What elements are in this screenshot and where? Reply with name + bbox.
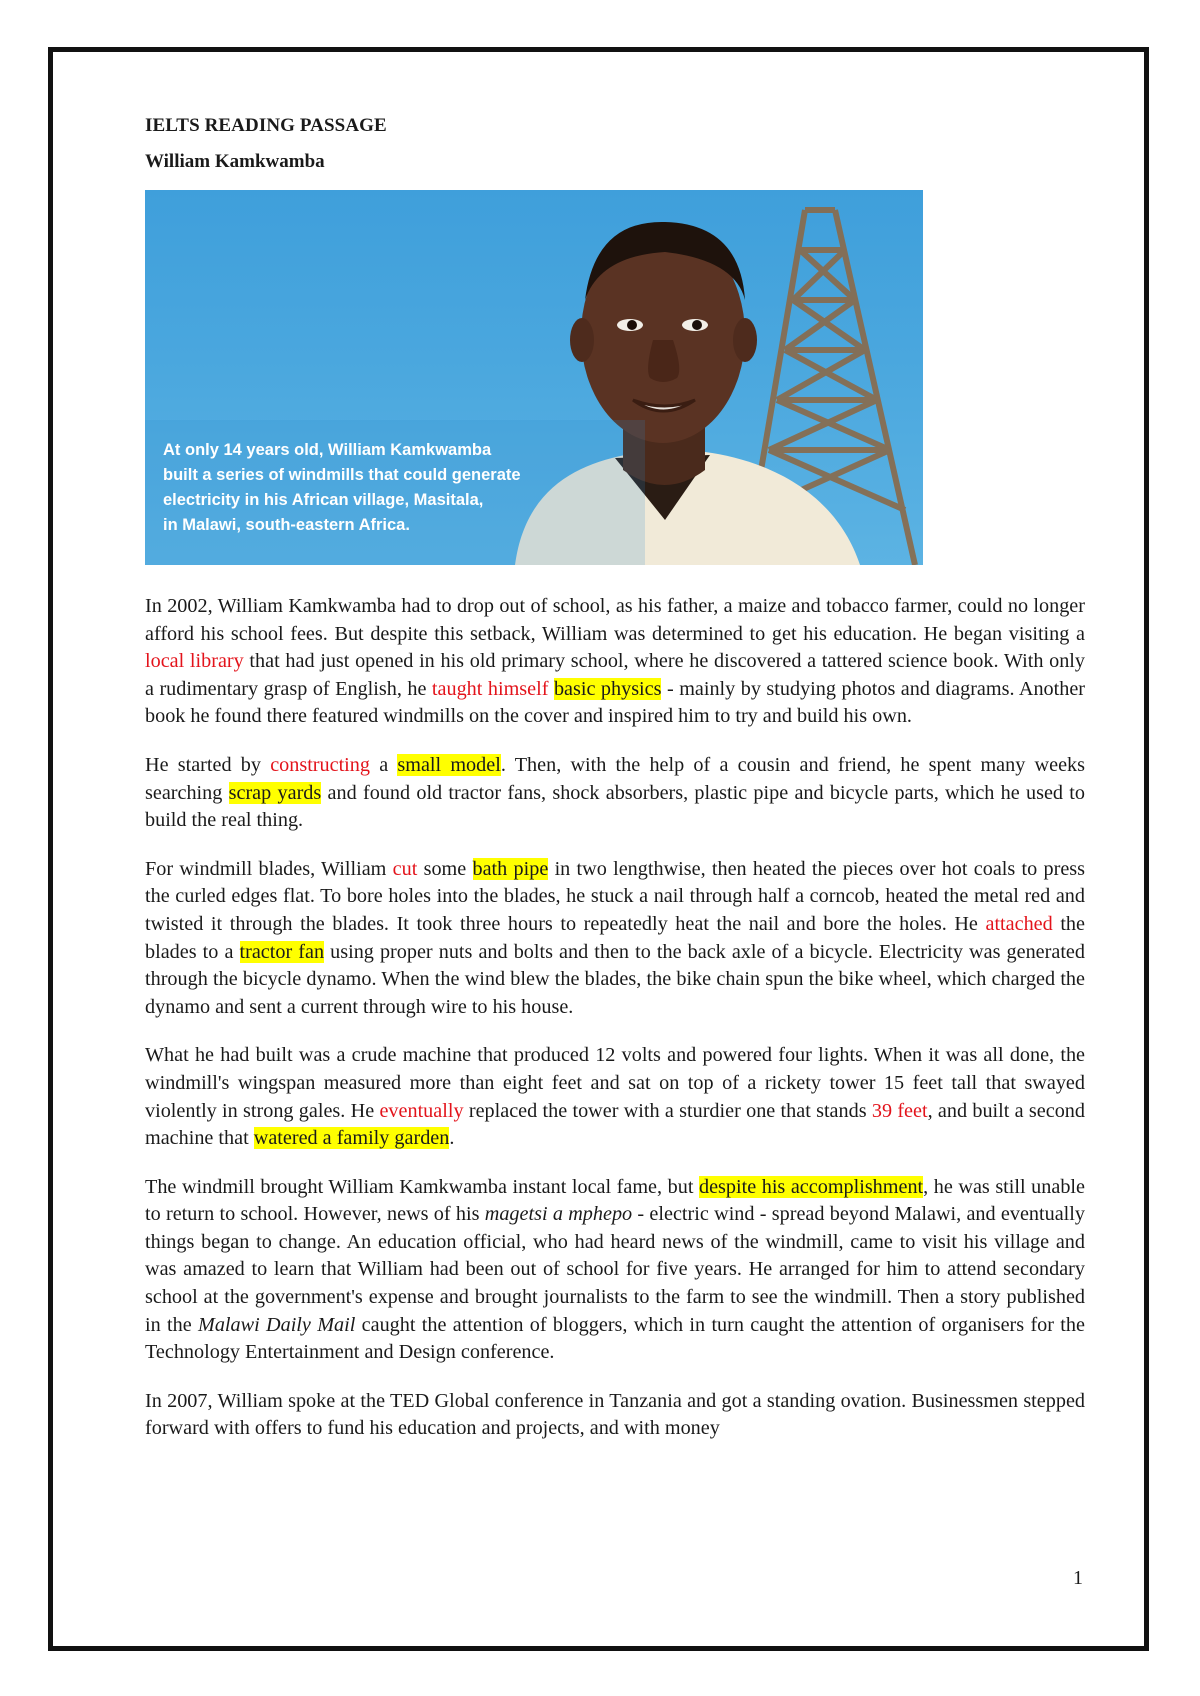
text-run: In 2002, William Kamkwamba had to drop out of school, as his father, a maize and tobacco farmer, could no longer afford his school fees. But despite this setback, William was determined to get his education. He began visiting a bbox=[145, 595, 1085, 645]
text-run: using proper nuts and bolts and then to the back axle of a bicycle. Electricity was generated through the bicycle dynamo. When the wind blew the blades, the bike chain spun the bike wheel, which charged the dynamo and sent a current through wire to his house. bbox=[145, 940, 1085, 1018]
pupil-right bbox=[692, 320, 702, 330]
caption-line: At only 14 years old, William Kamkwamba bbox=[163, 441, 492, 459]
paragraph-6 bbox=[145, 1388, 1085, 1443]
text-run: the blades to a bbox=[145, 912, 1085, 963]
paragraph-1 bbox=[145, 593, 1085, 731]
highlight-yellow: basic physics bbox=[553, 677, 662, 700]
passage-title: William Kamkwamba bbox=[145, 151, 325, 172]
caption-line: built a series of windmills that could generate bbox=[163, 466, 521, 484]
text-run: and found old tractor fans, shock absorbers, plastic pipe and bicycle parts, which he used to build the real thing. bbox=[145, 781, 1085, 832]
text-run: He started by bbox=[145, 753, 271, 776]
ear-right bbox=[733, 318, 757, 362]
text-run: caught the attention of bloggers, which in turn caught the attention of organisers for the Technology Entertainment and Design conference. bbox=[145, 1313, 1085, 1364]
photo-caption bbox=[163, 438, 623, 538]
text-run: - mainly by studying photos and diagrams. Another book he found there featured windmills on the cover and inspired him to try and build his own. bbox=[145, 677, 1086, 728]
highlight-yellow: small model bbox=[397, 753, 501, 776]
paragraph-5 bbox=[145, 1174, 1085, 1367]
highlight-yellow: despite his accomplishment bbox=[698, 1175, 924, 1198]
paragraph-2 bbox=[145, 752, 1085, 835]
text-run: replaced the tower with a sturdier one that stands bbox=[463, 1099, 872, 1122]
highlight-yellow: tractor fan bbox=[239, 940, 325, 963]
text-run: - electric wind - spread beyond Malawi, and eventually things began to change. An education official, who had heard news of the windmill, came to visit his village and was amazed to learn that William had been out of school for five years. He arranged for him to attend secondary school at the government's expense and brought journalists to the farm to see the windmill. Then a story published in the bbox=[145, 1203, 1085, 1336]
text-run: The windmill brought William Kamkwamba instant local fame, but bbox=[145, 1175, 699, 1198]
emphasis-red: attached bbox=[985, 912, 1053, 935]
caption-line: in Malawi, south-eastern Africa. bbox=[163, 516, 410, 534]
text-run: that had just opened in his old primary school, where he discovered a tattered science book. With only a rudimentary grasp of English, he bbox=[145, 650, 1085, 700]
text-run: . Then, with the help of a cousin and friend, he spent many weeks searching bbox=[145, 753, 1085, 804]
text-run: some bbox=[417, 857, 473, 880]
text-run: . bbox=[449, 1127, 455, 1150]
paragraph-3 bbox=[145, 856, 1085, 1022]
pupil-left bbox=[627, 320, 637, 330]
italic-term: Malawi Daily Mail bbox=[198, 1313, 356, 1336]
document-title: IELTS READING PASSAGE bbox=[145, 115, 387, 136]
text-run: In 2007, William spoke at the TED Global conference in Tanzania and got a standing ovation. Businessmen stepped forward with offers to fund his education and projects, and with money bbox=[145, 1389, 1085, 1440]
highlight-yellow: scrap yards bbox=[228, 781, 322, 804]
emphasis-red: 39 feet bbox=[871, 1099, 928, 1122]
text-run: For windmill blades, William bbox=[145, 857, 393, 880]
text-run: in two lengthwise, then heated the pieces over hot coals to press the curled edges flat. To bore holes into the blades, he stuck a nail through half a corncob, heated the metal red and twisted it through the blades. It took three hours to repeatedly heat the nail and bore the holes. He bbox=[145, 857, 1085, 935]
page-number: 1 bbox=[1073, 1567, 1083, 1589]
emphasis-red: eventually bbox=[379, 1099, 464, 1122]
emphasis-red: cut bbox=[392, 857, 418, 880]
emphasis-red: constructing bbox=[270, 753, 370, 776]
text-run: , and built a second machine that bbox=[145, 1099, 1085, 1150]
nose-shape bbox=[648, 340, 679, 382]
document-body bbox=[145, 112, 1085, 1464]
emphasis-red: taught himself bbox=[431, 677, 549, 700]
italic-term: magetsi a mphepo bbox=[484, 1203, 633, 1226]
caption-line: electricity in his African village, Masitala, bbox=[163, 491, 484, 509]
portrait-photo bbox=[145, 190, 923, 565]
highlight-yellow: watered a family garden bbox=[253, 1127, 450, 1150]
text-run: , he was still unable to return to school. However, news of his bbox=[145, 1175, 1085, 1226]
text-run: What he had built was a crude machine that produced 12 volts and powered four lights. When it was all done, the windmill's wingspan measured more than eight feet and sat on top of a rickety tower 15 feet tall that swayed violently in strong gales. He bbox=[145, 1044, 1085, 1122]
highlight-yellow: bath pipe bbox=[472, 857, 549, 880]
text-run: a bbox=[369, 753, 398, 776]
paragraph-4 bbox=[145, 1042, 1085, 1152]
emphasis-red: local library bbox=[145, 650, 244, 673]
ear-left bbox=[570, 318, 594, 362]
